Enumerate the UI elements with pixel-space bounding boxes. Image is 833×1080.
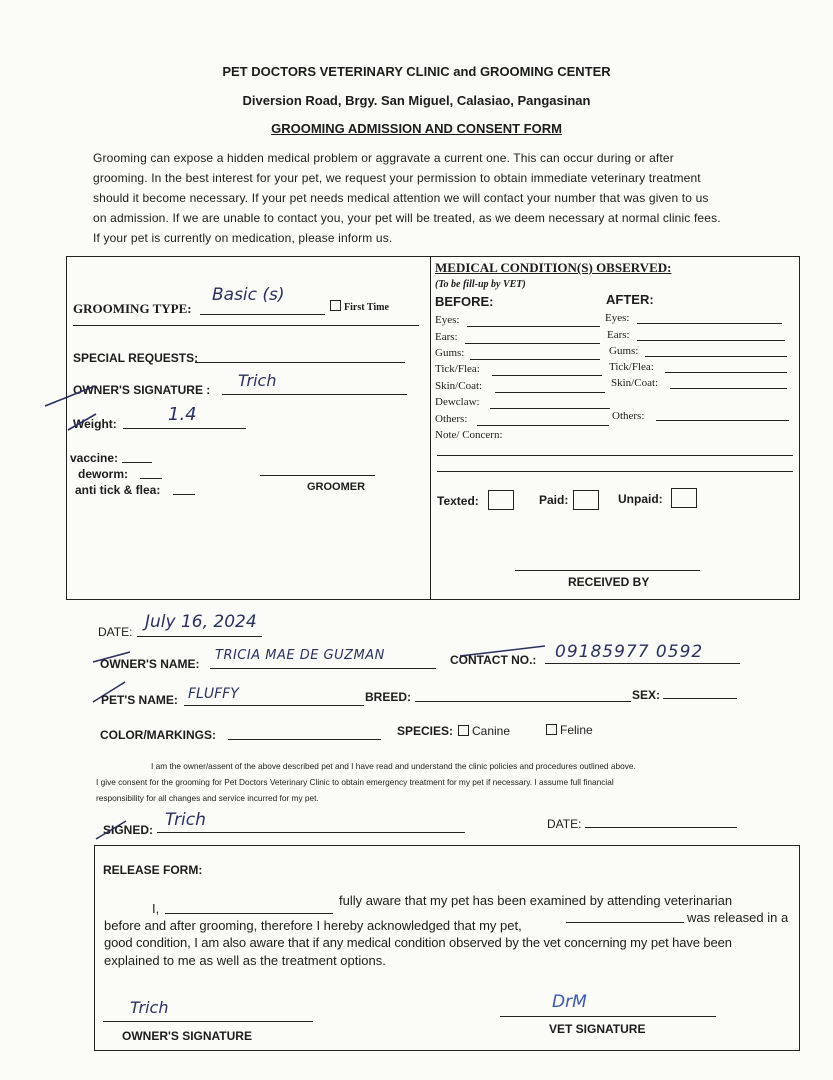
grooming-type-value[interactable]: Basic (s) (212, 285, 285, 305)
canine-option[interactable] (458, 724, 510, 738)
release-i-label: I, (152, 901, 160, 916)
owner-signature-line[interactable] (222, 394, 407, 395)
note-line-1[interactable] (437, 455, 793, 456)
after-ears-line[interactable] (637, 340, 785, 341)
grooming-type-line-2 (73, 325, 419, 326)
signed-date-line[interactable] (585, 827, 737, 828)
release-owner-signature-label: OWNER'S SIGNATURE (122, 1029, 252, 1043)
antitick-line[interactable] (173, 494, 195, 495)
after-skincoat-line[interactable] (670, 388, 787, 389)
contact-value: 09185977 0592 (555, 642, 704, 662)
before-dewclaw-label: Dewclaw: (435, 396, 480, 408)
note-line-2[interactable] (437, 471, 793, 472)
date-label: DATE: (98, 625, 133, 639)
unpaid-label: Unpaid: (618, 492, 663, 506)
intro-line: If your pet is currently on medication, please inform us. (93, 231, 393, 245)
release-owner-signature-value: Trich (130, 998, 169, 1017)
after-tickflea-line[interactable] (665, 372, 787, 373)
paid-label: Paid: (539, 493, 569, 507)
paid-checkbox[interactable] (573, 490, 599, 510)
after-eyes-line[interactable] (637, 323, 782, 324)
after-tickflea-label: Tick/Flea: (609, 361, 654, 373)
unpaid-checkbox[interactable] (671, 488, 697, 508)
after-label: AFTER: (606, 292, 654, 307)
feline-option[interactable] (546, 723, 593, 737)
canine-checkbox[interactable] (458, 725, 469, 736)
species-label: SPECIES: (397, 724, 454, 738)
box-divider (430, 256, 431, 600)
vaccine-label: vaccine: (70, 451, 119, 465)
owner-signature-value: Trich (238, 371, 277, 390)
medical-subtitle: (To be fill-up by VET) (435, 279, 526, 290)
pen-mark-icon (40, 378, 100, 438)
owner-name-label: OWNER'S NAME: (100, 657, 200, 671)
first-time-label: First Time (344, 302, 389, 313)
before-skincoat-line[interactable] (495, 392, 605, 393)
before-skincoat-label: Skin/Coat: (435, 380, 483, 392)
antitick-label: anti tick & flea: (75, 483, 161, 497)
medical-title: MEDICAL CONDITION(S) OBSERVED: (435, 260, 672, 275)
pet-name-line[interactable] (184, 705, 364, 706)
weight-line[interactable] (123, 428, 246, 429)
vet-signature-line[interactable] (500, 1016, 716, 1017)
color-line[interactable] (228, 739, 381, 740)
form-title: GROOMING ADMISSION AND CONSENT FORM (271, 121, 562, 136)
weight-label: Weight: (73, 417, 117, 431)
received-by-label: RECEIVED BY (568, 575, 650, 589)
after-gums-line[interactable] (645, 356, 787, 357)
before-eyes-label: Eyes: (435, 314, 460, 326)
after-eyes-label: Eyes: (605, 312, 630, 324)
release-owner-signature-line[interactable] (103, 1021, 313, 1022)
release-line4: explained to me as well as the treatment options. (104, 953, 386, 968)
before-gums-label: Gums: (435, 347, 465, 359)
before-gums-line[interactable] (470, 359, 600, 360)
deworm-line[interactable] (140, 478, 162, 479)
before-eyes-line[interactable] (467, 326, 600, 327)
owner-name-value: TRICIA MAE DE GUZMAN (215, 648, 385, 663)
special-requests-label: SPECIAL REQUESTS: (73, 351, 199, 365)
release-pet-line[interactable] (566, 922, 684, 923)
contact-label: CONTACT NO.: (450, 653, 537, 667)
release-name-line[interactable] (165, 913, 333, 914)
sex-line[interactable] (663, 698, 737, 699)
first-time-option[interactable] (330, 300, 389, 313)
grooming-type-label: GROOMING TYPE: (73, 301, 192, 316)
special-requests-line[interactable] (195, 362, 405, 363)
consent-paragraph (96, 758, 756, 806)
deworm-label: deworm: (78, 467, 129, 481)
release-line2a: before and after grooming, therefore I hereby acknowledged that my pet, (104, 918, 522, 933)
after-others-label: Others: (612, 410, 645, 422)
groomer-line[interactable] (260, 475, 375, 476)
vaccine-line[interactable] (122, 462, 152, 463)
before-dewclaw-line[interactable] (490, 408, 610, 409)
before-tickflea-line[interactable] (492, 375, 602, 376)
date-value: July 16, 2024 (145, 612, 257, 632)
intro-line: on admission. If we are unable to contact you, your pet will be treated, as we deem necessary at normal clinic fees. (93, 211, 721, 225)
weight-value: 1.4 (168, 404, 197, 425)
after-others-line[interactable] (656, 420, 789, 421)
release-title: RELEASE FORM: (103, 863, 203, 877)
groomer-label: GROOMER (307, 481, 366, 493)
texted-checkbox[interactable] (488, 490, 514, 510)
release-line3: good condition, I am also aware that if any medical condition observed by the vet concerning my pet have been (104, 935, 732, 950)
consent-line: I am the owner/assent of the above described pet and I have read and understand the clinic policies and procedures outlined above. (151, 761, 636, 771)
intro-line: grooming. In the best interest for your pet, we request your permission to obtain immediate veterinary treatment (93, 171, 701, 185)
pet-name-value: FLUFFY (188, 686, 239, 702)
before-ears-line[interactable] (465, 343, 600, 344)
sex-label: SEX: (632, 688, 661, 702)
before-others-label: Others: (435, 413, 468, 425)
pet-name-label: PET'S NAME: (101, 693, 178, 707)
clinic-name: PET DOCTORS VETERINARY CLINIC and GROOMING CENTER (222, 64, 611, 79)
feline-checkbox[interactable] (546, 724, 557, 735)
first-time-checkbox[interactable] (330, 300, 341, 311)
date-line[interactable] (137, 636, 262, 637)
after-gums-label: Gums: (609, 345, 639, 357)
consent-line: I give consent for the grooming for Pet Doctors Veterinary Clinic to obtain emergency treatment for my pet if necessary. I assume full financial (96, 777, 614, 787)
color-label: COLOR/MARKINGS: (100, 728, 216, 742)
signed-date-label: DATE: (547, 817, 582, 831)
before-ears-label: Ears: (435, 331, 458, 343)
canine-label: Canine (472, 724, 511, 738)
before-label: BEFORE: (435, 294, 494, 309)
intro-line: should it become necessary. If your pet needs medical attention we will contact your number that was given to us (93, 191, 709, 205)
note-label: Note/ Concern: (435, 429, 503, 441)
texted-label: Texted: (437, 494, 479, 508)
consent-line: responsibility for all changes and service incurred for my pet. (96, 793, 319, 803)
vet-signature-label: VET SIGNATURE (549, 1022, 646, 1036)
clinic-address: Diversion Road, Brgy. San Miguel, Calasiao, Pangasinan (242, 93, 591, 108)
feline-label: Feline (560, 723, 593, 737)
signed-label: SIGNED: (103, 823, 154, 837)
breed-label: BREED: (365, 690, 412, 704)
release-line1: fully aware that my pet has been examined by attending veterinarian (339, 893, 733, 908)
after-skincoat-label: Skin/Coat: (611, 377, 659, 389)
before-others-line[interactable] (477, 425, 609, 426)
pen-mark-icon (92, 815, 132, 845)
grooming-type-line (200, 314, 325, 315)
intro-paragraph (93, 148, 753, 248)
received-by-line[interactable] (515, 570, 700, 571)
breed-line[interactable] (415, 701, 631, 702)
owner-signature-label: OWNER'S SIGNATURE : (73, 383, 211, 397)
release-line2b: was released in a (687, 910, 789, 925)
intro-line: Grooming can expose a hidden medical problem or aggravate a current one. This can occur during or after (93, 151, 674, 165)
after-ears-label: Ears: (607, 329, 630, 341)
before-tickflea-label: Tick/Flea: (435, 363, 480, 375)
vet-signature-value: DrM (552, 992, 587, 1012)
signed-line[interactable] (157, 832, 465, 833)
signed-value: Trich (165, 810, 206, 830)
